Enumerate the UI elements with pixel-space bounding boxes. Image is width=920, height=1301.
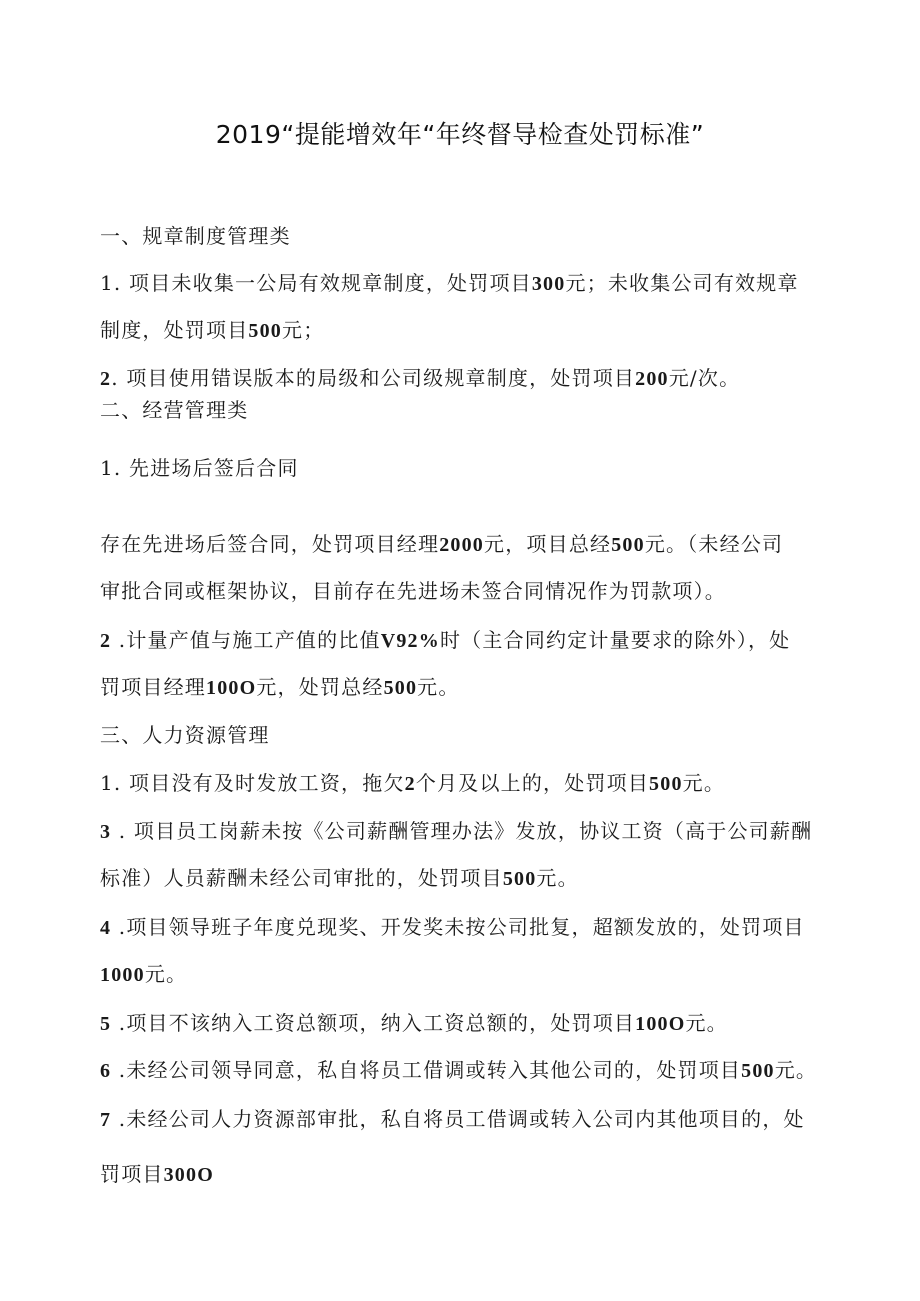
paragraph-line: 3 . 项目员工岗薪未按《公司薪酬管理办法》发放，协议工资（高于公司薪酬 — [100, 819, 813, 843]
paragraph-line: 存在先进场后签合同，处罚项目经理2000元，项目总经500元。（未经公司 — [100, 532, 784, 556]
section-heading: 三、人力资源管理 — [100, 723, 270, 747]
paragraph-line: 1. 先进场后签后合同 — [100, 456, 299, 480]
section-heading: 二、经营管理类 — [100, 398, 249, 422]
paragraph-line: 4 .项目领导班子年度兑现奖、开发奖未按公司批复，超额发放的，处罚项目 — [100, 915, 805, 939]
paragraph-line: 审批合同或框架协议，目前存在先进场未签合同情况作为罚款项）。 — [100, 579, 726, 603]
section-heading: 一、规章制度管理类 — [100, 224, 291, 248]
page-title: 2019“提能增效年“年终督导检查处罚标准” — [215, 120, 705, 149]
paragraph-line: 标准）人员薪酬未经公司审批的，处罚项目500元。 — [100, 866, 579, 890]
paragraph-line: 1. 项目未收集一公局有效规章制度，处罚项目300元；未收集公司有效规章 — [100, 271, 799, 295]
paragraph-line: 罚项目经理100O元，处罚总经500元。 — [100, 675, 460, 699]
paragraph-line: 1000元。 — [100, 962, 188, 986]
paragraph-line: 罚项目300O — [100, 1162, 214, 1186]
paragraph-line: 1. 项目没有及时发放工资，拖欠2个月及以上的，处罚项目500元。 — [100, 771, 726, 795]
paragraph-line: 制度，处罚项目500元； — [100, 318, 325, 342]
paragraph-line: 6 .未经公司领导同意，私自将员工借调或转入其他公司的，处罚项目500元。 — [100, 1058, 818, 1082]
paragraph-line: 2. 项目使用错误版本的局级和公司级规章制度，处罚项目200元/次。 — [100, 366, 741, 390]
paragraph-line: 5 .项目不该纳入工资总额项，纳入工资总额的，处罚项目100O元。 — [100, 1011, 728, 1035]
paragraph-line: 2 .计量产值与施工产值的比值V92%时（主合同约定计量要求的除外），处 — [100, 628, 791, 652]
paragraph-line: 7 .未经公司人力资源部审批，私自将员工借调或转入公司内其他项目的，处 — [100, 1107, 805, 1131]
